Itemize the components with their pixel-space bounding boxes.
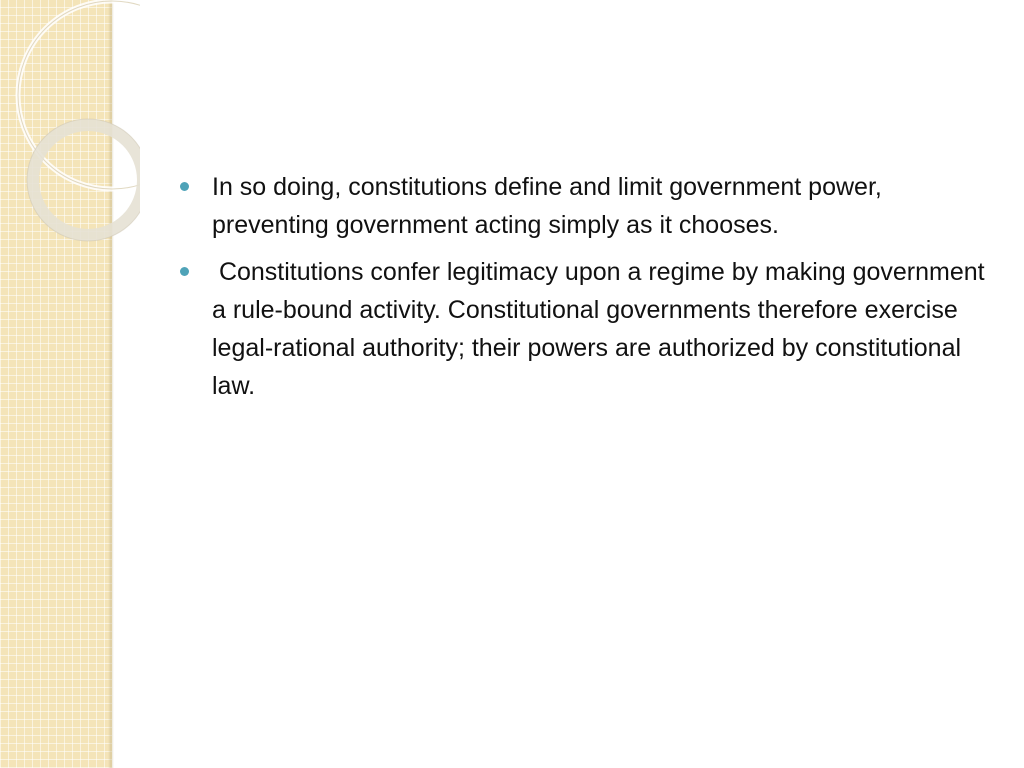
bullet-dot-icon [180, 267, 189, 276]
bullet-item [178, 168, 993, 244]
slide-content [178, 168, 993, 414]
decorative-ring-small [33, 125, 140, 235]
bullet-list [178, 168, 993, 405]
bullet-text: In so doing, constitutions define and limit government power, preventing government acting simply as it chooses. [212, 173, 882, 239]
bullet-dot-icon [180, 182, 189, 191]
bullet-text: Constitutions confer legitimacy upon a regime by making government a rule-bound activity. Constitutional governments therefore exercise legal-rational authority; their powers are authorized by constitutional law. [212, 258, 985, 400]
bullet-item [178, 253, 993, 405]
decorative-rings [0, 0, 140, 260]
